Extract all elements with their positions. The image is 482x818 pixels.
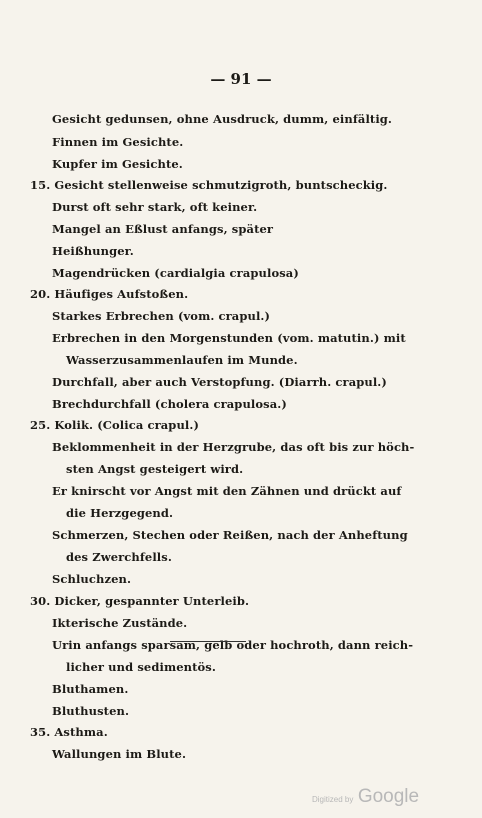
text-line: die Herzgegend. [66, 506, 174, 520]
text-line: licher und sedimentös. [66, 660, 216, 674]
text-line: Mangel an Eßlust anfangs, später [52, 222, 274, 236]
numbered-line: 35. Asthma. [30, 725, 108, 739]
text-line: Bluthamen. [52, 682, 129, 696]
text-line: Wasserzusammenlaufen im Munde. [66, 353, 298, 367]
text-line: Schmerzen, Stechen oder Reißen, nach der Anheftung [52, 528, 408, 542]
text-line: Ikterische Zustände. [52, 616, 188, 630]
text-line: Erbrechen in den Morgenstunden (vom. matutin.) mit [52, 331, 406, 345]
text-line: Gesicht gedunsen, ohne Ausdruck, dumm, einfältig. [52, 112, 393, 126]
page-number: — 91 — [210, 70, 272, 88]
numbered-line: 20. Häufiges Aufstoßen. [30, 287, 189, 301]
text-line: Brechdurchfall (cholera crapulosa.) [52, 397, 287, 411]
text-line: Kupfer im Gesichte. [52, 157, 183, 171]
text-line: Wallungen im Blute. [52, 747, 187, 761]
text-line: Starkes Erbrechen (vom. crapul.) [52, 309, 271, 323]
numbered-line: 30. Dicker, gespannter Unterleib. [30, 594, 250, 608]
text-line: sten Angst gesteigert wird. [66, 462, 244, 476]
watermark-brand: Google [357, 786, 420, 807]
text-line: Finnen im Gesichte. [52, 135, 184, 149]
text-line: Bluthusten. [52, 704, 130, 718]
numbered-line: 25. Kolik. (Colica crapul.) [30, 418, 200, 432]
text-line: Durchfall, aber auch Verstopfung. (Diarrh. crapul.) [52, 375, 387, 389]
text-line: Urin anfangs sparsam, gelb oder hochroth, dann reich- [52, 638, 414, 652]
text-line: des Zwerchfells. [66, 550, 172, 564]
numbered-line: 15. Gesicht stellenweise schmutzigroth, buntscheckig. [30, 178, 388, 192]
digitized-watermark [312, 786, 419, 808]
text-line: Magendrücken (cardialgia crapulosa) [52, 266, 299, 280]
text-line: Heißhunger. [52, 244, 134, 258]
text-line: Beklommenheit in der Herzgrube, das oft bis zur höch- [52, 440, 415, 454]
text-line: Er knirscht vor Angst mit den Zähnen und drückt auf [52, 484, 402, 498]
watermark-prefix: Digitized by [312, 795, 354, 804]
text-line: Schluchzen. [52, 572, 132, 586]
divider-rule [170, 641, 246, 642]
text-line: Durst oft sehr stark, oft keiner. [52, 200, 258, 214]
